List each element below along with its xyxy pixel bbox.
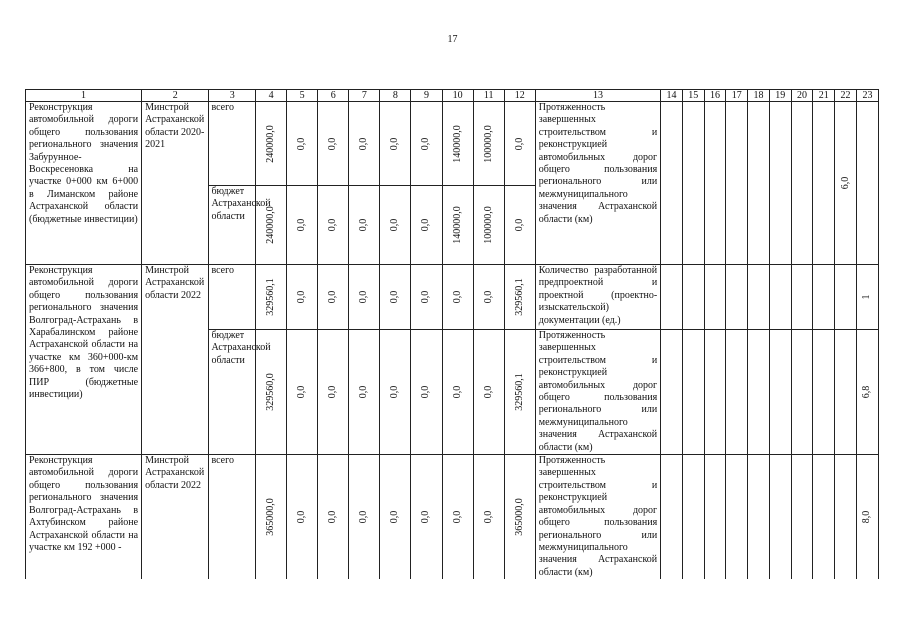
value-cell [318, 102, 349, 186]
value-cell [287, 265, 318, 330]
value-cell [504, 455, 535, 580]
value-cell [256, 265, 287, 330]
value-cell [504, 102, 535, 186]
indicator-value: 8,0 [861, 510, 873, 524]
project-executor: Минстрой Астраханской области 2022 [142, 265, 209, 455]
value-cell [349, 330, 380, 455]
value-text: 0,0 [296, 510, 308, 524]
project-name: Реконструкция автомобильной дороги общего пользования регионального значения Волгоград-Астрахань в Ахтубинском районе Астраханской области на участке км 192 +000 - [26, 455, 142, 580]
value-cell [349, 265, 380, 330]
indicator-value-cell [856, 330, 878, 455]
column-header: 3 [209, 90, 256, 102]
value-cell [473, 186, 504, 265]
indicator-value: 6,0 [839, 176, 851, 190]
empty-cell [769, 102, 791, 265]
value-cell [349, 102, 380, 186]
value-text: 0,0 [420, 385, 432, 399]
value-cell [504, 330, 535, 455]
value-text: 329560,0 [265, 373, 277, 411]
empty-cell [791, 265, 813, 330]
value-cell [442, 265, 473, 330]
value-cell [287, 102, 318, 186]
value-cell [411, 330, 442, 455]
value-cell [442, 102, 473, 186]
column-header: 18 [748, 90, 770, 102]
value-text: 0,0 [358, 290, 370, 304]
indicator-text: Протяженность завершенных строительством и реконструкцией автомобильных дорог общего пользования регионального или межмуниципального значения Астраханской области (км) [535, 330, 660, 455]
value-text: 329560,1 [265, 278, 277, 316]
value-text: 365000,0 [265, 498, 277, 536]
empty-cell [769, 455, 791, 580]
empty-cell [661, 330, 683, 455]
table-row [26, 265, 879, 330]
indicator-value: 6,8 [861, 385, 873, 399]
value-text: 0,0 [327, 218, 339, 232]
column-header: 17 [726, 90, 748, 102]
program-table [25, 89, 879, 579]
empty-cell [682, 455, 704, 580]
empty-cell [704, 455, 726, 580]
column-header: 12 [504, 90, 535, 102]
funding-source: всего [209, 102, 256, 186]
empty-cell [682, 265, 704, 330]
value-cell [287, 186, 318, 265]
value-cell [442, 455, 473, 580]
indicator-value-cell [856, 455, 878, 580]
value-text: 0,0 [358, 218, 370, 232]
empty-cell [769, 330, 791, 455]
column-header: 5 [287, 90, 318, 102]
empty-cell [813, 265, 835, 330]
value-text: 0,0 [482, 510, 494, 524]
page-number: 17 [447, 34, 458, 45]
project-name: Реконструкция автомобильной дороги общего пользования регионального значения Волгоград-Астрахань в Харабалинском районе Астраханской области на участке км 360+000-км 366+800, в том числе ПИР (бюджетные инвестиции) [26, 265, 142, 455]
value-cell [473, 265, 504, 330]
value-cell [411, 265, 442, 330]
empty-cell [704, 265, 726, 330]
empty-cell [769, 265, 791, 330]
value-text: 140000,0 [451, 206, 463, 244]
value-text: 329560,1 [513, 278, 525, 316]
value-cell [380, 186, 411, 265]
value-text: 0,0 [389, 385, 401, 399]
value-cell [318, 186, 349, 265]
empty-cell [726, 330, 748, 455]
table-row [26, 455, 879, 580]
value-text: 0,0 [358, 510, 370, 524]
column-header: 9 [411, 90, 442, 102]
value-text: 0,0 [451, 385, 463, 399]
value-text: 0,0 [389, 510, 401, 524]
value-text: 100000,0 [482, 206, 494, 244]
value-text: 100000,0 [482, 124, 494, 163]
value-cell [256, 186, 287, 265]
column-header: 14 [661, 90, 683, 102]
value-cell [442, 330, 473, 455]
empty-cell [661, 265, 683, 330]
empty-cell [661, 102, 683, 265]
indicator-value-cell [856, 102, 878, 265]
value-cell [380, 102, 411, 186]
indicator-text: Количество разработанной предпроектной и проектной (проектно-изыскательской) документации (ед.) [535, 265, 660, 330]
indicator-value: 1 [861, 294, 873, 300]
column-header: 21 [813, 90, 835, 102]
value-text: 0,0 [451, 290, 463, 304]
value-text: 0,0 [420, 218, 432, 232]
value-text: 240000,0 [265, 124, 277, 163]
funding-source: бюджет Астраханской области [209, 186, 256, 265]
value-text: 329560,1 [513, 373, 525, 411]
value-cell [473, 455, 504, 580]
value-text: 0,0 [482, 385, 494, 399]
value-cell [256, 455, 287, 580]
value-cell [287, 455, 318, 580]
value-cell [256, 330, 287, 455]
column-header: 11 [473, 90, 504, 102]
indicator-value-cell [835, 102, 857, 265]
value-text: 0,0 [327, 510, 339, 524]
empty-cell [813, 330, 835, 455]
empty-cell [661, 455, 683, 580]
indicator-value-cell [835, 330, 857, 455]
empty-cell [748, 455, 770, 580]
column-header: 4 [256, 90, 287, 102]
value-text: 140000,0 [451, 124, 463, 163]
value-text: 0,0 [482, 290, 494, 304]
column-header: 2 [142, 90, 209, 102]
value-text: 0,0 [358, 137, 370, 150]
value-cell [318, 265, 349, 330]
empty-cell [748, 102, 770, 265]
empty-cell [813, 455, 835, 580]
value-text: 0,0 [420, 290, 432, 304]
value-text: 0,0 [513, 137, 525, 150]
value-text: 0,0 [389, 137, 401, 150]
empty-cell [791, 330, 813, 455]
project-name: Реконструкция автомобильной дороги общего пользования регионального значения Забурунное-Воскресеновка на участке 0+000 км 6+000 в Лиманском районе Астраханской области (бюджетные инвестиции) [26, 102, 142, 265]
column-header: 23 [856, 90, 878, 102]
empty-cell [791, 102, 813, 265]
empty-cell [726, 455, 748, 580]
value-text: 0,0 [420, 510, 432, 524]
value-text: 0,0 [296, 290, 308, 304]
funding-source: бюджет Астраханской области [209, 330, 256, 455]
column-header: 7 [349, 90, 380, 102]
value-cell [256, 102, 287, 186]
value-cell [411, 455, 442, 580]
value-text: 365000,0 [513, 498, 525, 536]
value-text: 240000,0 [265, 206, 277, 244]
value-text: 0,0 [327, 137, 339, 150]
column-header: 6 [318, 90, 349, 102]
column-header: 13 [535, 90, 660, 102]
value-text: 0,0 [358, 385, 370, 399]
value-cell [318, 455, 349, 580]
value-text: 0,0 [513, 218, 525, 232]
project-executor: Минстрой Астраханской области 2022 [142, 455, 209, 580]
column-number-row [26, 90, 879, 102]
value-cell [504, 265, 535, 330]
value-text: 0,0 [451, 510, 463, 524]
value-text: 0,0 [420, 137, 432, 150]
value-cell [349, 186, 380, 265]
project-executor: Минстрой Астраханской области 2020-2021 [142, 102, 209, 265]
value-cell [287, 330, 318, 455]
value-cell [442, 186, 473, 265]
value-cell [349, 455, 380, 580]
value-cell [411, 102, 442, 186]
empty-cell [748, 265, 770, 330]
empty-cell [726, 265, 748, 330]
empty-cell [791, 455, 813, 580]
column-header: 20 [791, 90, 813, 102]
value-text: 0,0 [389, 218, 401, 232]
indicator-value-cell [835, 265, 857, 330]
value-text: 0,0 [296, 218, 308, 232]
column-header: 15 [682, 90, 704, 102]
column-header: 16 [704, 90, 726, 102]
value-cell [318, 330, 349, 455]
empty-cell [813, 102, 835, 265]
indicator-text: Протяженность завершенных строительством и реконструкцией автомобильных дорог общего пользования регионального или межмуниципального значения Астраханской области (км) [535, 455, 660, 580]
value-text: 0,0 [296, 385, 308, 399]
funding-source: всего [209, 455, 256, 580]
empty-cell [748, 330, 770, 455]
value-text: 0,0 [389, 290, 401, 304]
empty-cell [726, 102, 748, 265]
indicator-value-cell [835, 455, 857, 580]
value-cell [411, 186, 442, 265]
value-text: 0,0 [327, 385, 339, 399]
indicator-value-cell [856, 265, 878, 330]
table-row [26, 102, 879, 186]
value-text: 0,0 [296, 137, 308, 150]
empty-cell [704, 330, 726, 455]
indicator-text: Протяженность завершенных строительством и реконструкцией автомобильных дорог общего пользования регионального или межмуниципального значения Астраханской области (км) [535, 102, 660, 265]
value-cell [380, 330, 411, 455]
value-cell [473, 330, 504, 455]
empty-cell [682, 102, 704, 265]
funding-source: всего [209, 265, 256, 330]
empty-cell [682, 330, 704, 455]
value-cell [473, 102, 504, 186]
column-header: 10 [442, 90, 473, 102]
column-header: 19 [769, 90, 791, 102]
column-header: 8 [380, 90, 411, 102]
value-cell [380, 455, 411, 580]
value-cell [380, 265, 411, 330]
empty-cell [704, 102, 726, 265]
value-cell [504, 186, 535, 265]
column-header: 22 [835, 90, 857, 102]
value-text: 0,0 [327, 290, 339, 304]
column-header: 1 [26, 90, 142, 102]
